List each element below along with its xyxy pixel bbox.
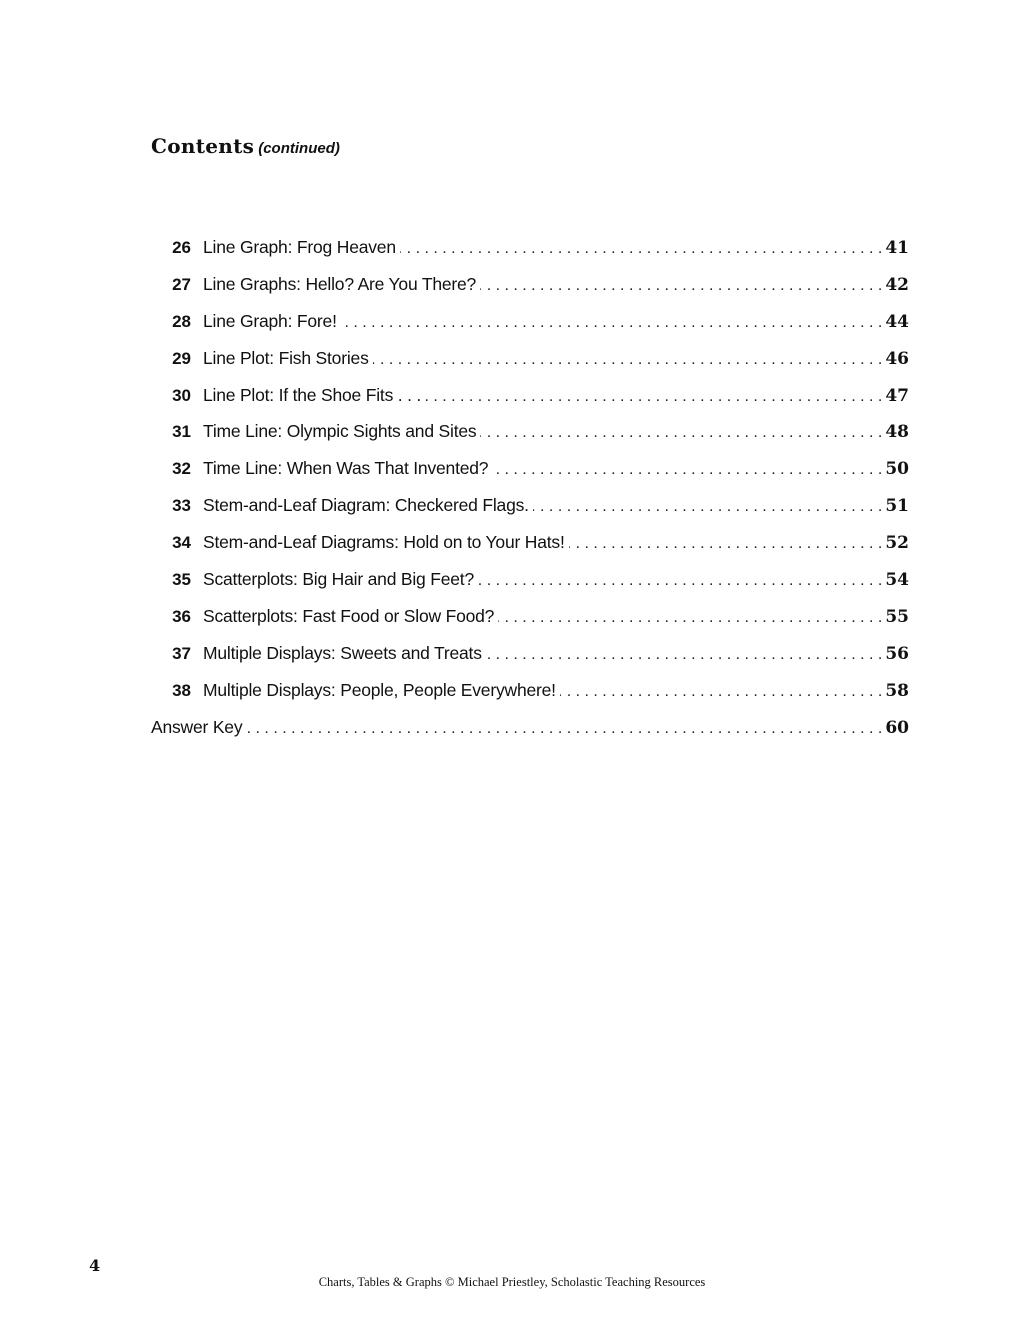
toc-entry-number: 27 bbox=[172, 274, 191, 294]
toc-entry bbox=[151, 385, 909, 422]
toc-dot-leader bbox=[486, 646, 883, 664]
heading-title: Contents bbox=[151, 134, 255, 158]
toc-entry-title: Line Graphs: Hello? Are You There? bbox=[203, 273, 477, 294]
toc-entry bbox=[151, 680, 909, 717]
heading-subtitle: (continued) bbox=[258, 140, 340, 157]
toc-dot-leader bbox=[498, 609, 882, 627]
toc-dot-leader bbox=[341, 314, 883, 332]
toc-entry bbox=[151, 458, 909, 495]
toc-entry-number: 35 bbox=[172, 570, 191, 590]
toc-entry-title: Multiple Displays: Sweets and Treats bbox=[203, 642, 482, 663]
toc-entry-number: 31 bbox=[172, 422, 191, 442]
toc-entry-title: Scatterplots: Fast Food or Slow Food? bbox=[203, 605, 495, 626]
page-number: 4 bbox=[89, 1256, 101, 1275]
toc-entry-page: 52 bbox=[885, 533, 909, 554]
page-heading bbox=[151, 128, 340, 163]
toc-entry-number: 26 bbox=[172, 238, 191, 257]
toc-dot-leader bbox=[478, 572, 882, 590]
toc-entry-page: 44 bbox=[885, 311, 909, 332]
toc-entry-page: 50 bbox=[885, 459, 909, 480]
toc-entry-number: 28 bbox=[172, 311, 191, 331]
toc-entry-page: 58 bbox=[885, 680, 909, 701]
toc-entry-page: 55 bbox=[885, 606, 909, 627]
toc-dot-leader bbox=[480, 277, 882, 295]
toc-entry-page: 51 bbox=[885, 496, 909, 517]
toc-dot-leader bbox=[246, 720, 882, 738]
toc-entry bbox=[151, 237, 909, 274]
toc-dot-leader bbox=[480, 424, 882, 442]
toc-entry-title: Scatterplots: Big Hair and Big Feet? bbox=[203, 569, 474, 590]
toc-entry-number: 29 bbox=[172, 348, 191, 368]
toc-entry-title: Line Graph: Fore! bbox=[203, 310, 337, 331]
toc-entry bbox=[151, 606, 909, 643]
toc-entry-number: 34 bbox=[172, 533, 191, 553]
toc-entry-title: Line Plot: If the Shoe Fits . . . bbox=[203, 384, 422, 405]
toc-entry-page: 47 bbox=[885, 385, 909, 406]
toc-entry-title: Answer Key bbox=[151, 716, 243, 737]
toc-entry-page: 54 bbox=[885, 570, 909, 591]
toc-dot-leader bbox=[425, 388, 882, 406]
table-of-contents bbox=[151, 237, 909, 753]
toc-dot-leader bbox=[560, 683, 882, 701]
toc-entry-number: 38 bbox=[172, 680, 191, 700]
toc-entry bbox=[151, 532, 909, 569]
toc-entry-title: Time Line: When Was That Invented? bbox=[203, 458, 489, 479]
toc-entry-number: 37 bbox=[172, 643, 191, 663]
toc-dot-leader bbox=[492, 461, 882, 479]
toc-entry-page: 42 bbox=[885, 274, 909, 295]
toc-entry bbox=[151, 569, 909, 606]
toc-entry-page: 46 bbox=[885, 348, 909, 369]
toc-dot-leader bbox=[373, 351, 883, 369]
toc-entry-answer-key bbox=[151, 717, 909, 754]
toc-entry bbox=[151, 495, 909, 532]
toc-entry-number: 30 bbox=[172, 385, 191, 405]
toc-entry-number: 32 bbox=[172, 459, 191, 479]
footer-copyright: Charts, Tables & Graphs © Michael Priestley, Scholastic Teaching Resources bbox=[318, 1275, 706, 1289]
toc-entry bbox=[151, 421, 909, 458]
toc-entry-page: 48 bbox=[885, 422, 909, 443]
toc-dot-leader bbox=[400, 240, 882, 258]
toc-entry bbox=[151, 311, 909, 348]
toc-entry bbox=[151, 348, 909, 385]
toc-entry bbox=[151, 643, 909, 680]
toc-dot-leader bbox=[569, 535, 883, 553]
toc-entry-title: Stem-and-Leaf Diagrams: Hold on to Your Hats! bbox=[203, 532, 565, 553]
toc-entry bbox=[151, 274, 909, 311]
toc-entry-number: 36 bbox=[172, 606, 191, 626]
toc-entry-title: Line Graph: Frog Heaven bbox=[203, 237, 396, 257]
toc-entry-title: Time Line: Olympic Sights and Sites bbox=[203, 421, 477, 442]
toc-entry-page: 41 bbox=[885, 238, 909, 258]
toc-entry-page: 60 bbox=[885, 717, 909, 738]
toc-entry-title: Multiple Displays: People, People Everywhere! bbox=[203, 679, 556, 700]
toc-entry-page: 56 bbox=[885, 643, 909, 664]
toc-entry-title: Stem-and-Leaf Diagram: Checkered Flags. bbox=[203, 495, 529, 516]
toc-entry-title: Line Plot: Fish Stories bbox=[203, 347, 369, 368]
toc-entry-number: 33 bbox=[172, 496, 191, 516]
toc-dot-leader bbox=[533, 498, 883, 516]
